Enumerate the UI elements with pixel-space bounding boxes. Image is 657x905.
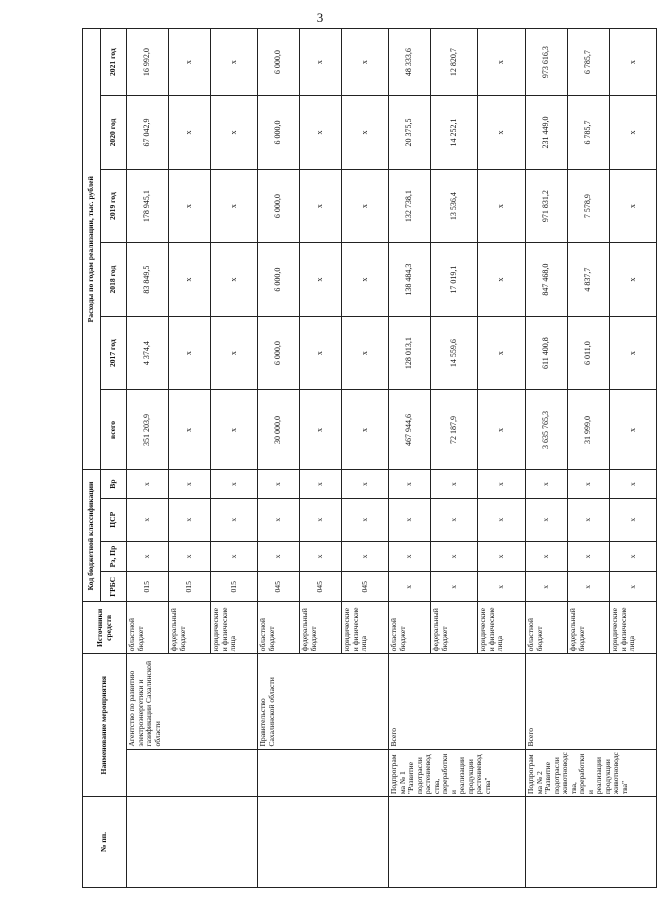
- header-year-2017: 2017 год: [101, 316, 127, 390]
- source-cell: областной бюджет: [127, 602, 169, 654]
- year-value-cell: x: [300, 243, 342, 317]
- year-value-cell: 13 536,4: [431, 169, 478, 243]
- budget-code-cell: x: [526, 470, 568, 498]
- program-title-cell: Подпрограмма № 2 "Развитие подотрасли животноводства, переработки и реализации продукции животноводства": [526, 749, 657, 797]
- budget-code-cell: x: [211, 498, 258, 541]
- year-value-cell: 132 738,1: [389, 169, 431, 243]
- header-code-vr: Вр: [101, 470, 127, 498]
- budget-table: [82, 28, 657, 888]
- budget-code-cell: x: [610, 572, 657, 602]
- year-value-cell: 138 484,3: [389, 243, 431, 317]
- year-value-cell: 12 820,7: [431, 29, 478, 96]
- budget-code-cell: x: [127, 498, 169, 541]
- year-value-cell: x: [211, 96, 258, 170]
- row-num-cell: [127, 797, 258, 888]
- total-value-cell: 467 944,6: [389, 390, 431, 470]
- year-value-cell: 847 468,0: [526, 243, 568, 317]
- budget-code-cell: x: [300, 470, 342, 498]
- budget-code-cell: 015: [169, 572, 211, 602]
- source-cell: федеральный бюджет: [169, 602, 211, 654]
- executor-cell: Правительство Сахалинской области: [258, 654, 389, 749]
- budget-code-cell: x: [526, 572, 568, 602]
- budget-code-cell: x: [610, 470, 657, 498]
- year-value-cell: 6 000,0: [258, 96, 300, 170]
- year-value-cell: 6 011,0: [568, 316, 610, 390]
- header-code-grbs: ГРБС: [101, 572, 127, 602]
- year-value-cell: x: [169, 243, 211, 317]
- budget-code-cell: x: [568, 498, 610, 541]
- year-value-cell: x: [478, 243, 526, 317]
- year-value-cell: x: [342, 316, 389, 390]
- program-title-cell: [127, 749, 258, 797]
- year-value-cell: x: [610, 29, 657, 96]
- year-value-cell: 14 252,1: [431, 96, 478, 170]
- total-value-cell: x: [610, 390, 657, 470]
- year-value-cell: 178 945,1: [127, 169, 169, 243]
- year-value-cell: x: [169, 96, 211, 170]
- budget-code-cell: x: [568, 541, 610, 571]
- year-value-cell: x: [169, 316, 211, 390]
- budget-code-cell: x: [127, 470, 169, 498]
- budget-code-cell: x: [568, 572, 610, 602]
- budget-code-cell: x: [568, 470, 610, 498]
- executor-cell: Агентство по развитию электроэнергетики и газификации Сахалинской области: [127, 654, 258, 749]
- total-value-cell: 3 635 765,3: [526, 390, 568, 470]
- header-code-rzpr: Рз, Пр: [101, 541, 127, 571]
- budget-code-cell: x: [610, 541, 657, 571]
- budget-code-cell: x: [431, 541, 478, 571]
- budget-code-cell: x: [526, 541, 568, 571]
- year-value-cell: x: [300, 96, 342, 170]
- total-value-cell: x: [169, 390, 211, 470]
- year-value-cell: x: [478, 316, 526, 390]
- table-body: [127, 29, 657, 888]
- executor-cell: Всего: [389, 654, 526, 749]
- budget-code-cell: x: [342, 541, 389, 571]
- budget-code-cell: x: [478, 498, 526, 541]
- total-value-cell: x: [478, 390, 526, 470]
- year-value-cell: 4 374,4: [127, 316, 169, 390]
- year-value-cell: x: [211, 29, 258, 96]
- year-value-cell: 20 375,5: [389, 96, 431, 170]
- year-value-cell: 4 837,7: [568, 243, 610, 317]
- header-name: Наименование мероприятия: [83, 654, 127, 797]
- year-value-cell: 67 042,9: [127, 96, 169, 170]
- source-cell: юридические и физические лица: [211, 602, 258, 654]
- year-value-cell: 6 000,0: [258, 316, 300, 390]
- budget-code-cell: 015: [211, 572, 258, 602]
- budget-code-cell: x: [431, 572, 478, 602]
- budget-code-cell: x: [526, 498, 568, 541]
- budget-code-cell: x: [431, 498, 478, 541]
- year-value-cell: 231 449,0: [526, 96, 568, 170]
- year-value-cell: 6 785,7: [568, 29, 610, 96]
- year-value-cell: x: [478, 169, 526, 243]
- year-value-cell: x: [300, 169, 342, 243]
- header-year-total: всего: [101, 390, 127, 470]
- header-year-2020: 2020 год: [101, 96, 127, 170]
- year-value-cell: 6 000,0: [258, 169, 300, 243]
- budget-code-cell: x: [610, 498, 657, 541]
- year-value-cell: x: [610, 169, 657, 243]
- header-year-2021: 2021 год: [101, 29, 127, 96]
- budget-code-cell: x: [342, 498, 389, 541]
- budget-code-cell: x: [169, 541, 211, 571]
- source-cell: юридические и физические лица: [610, 602, 657, 654]
- table-wrapper: [82, 28, 637, 888]
- year-value-cell: 611 400,8: [526, 316, 568, 390]
- source-cell: юридические и физические лица: [342, 602, 389, 654]
- source-cell: федеральный бюджет: [431, 602, 478, 654]
- executor-cell: Всего: [526, 654, 657, 749]
- budget-code-cell: x: [389, 498, 431, 541]
- source-cell: юридические и физические лица: [478, 602, 526, 654]
- year-value-cell: x: [478, 29, 526, 96]
- table-row: [389, 29, 431, 888]
- budget-code-cell: x: [431, 470, 478, 498]
- year-value-cell: 48 333,6: [389, 29, 431, 96]
- year-value-cell: x: [610, 316, 657, 390]
- year-value-cell: 971 831,2: [526, 169, 568, 243]
- budget-code-cell: x: [478, 541, 526, 571]
- year-value-cell: 6 000,0: [258, 29, 300, 96]
- year-value-cell: x: [169, 29, 211, 96]
- budget-code-cell: x: [389, 470, 431, 498]
- year-value-cell: 973 616,3: [526, 29, 568, 96]
- budget-code-cell: x: [127, 541, 169, 571]
- total-value-cell: x: [300, 390, 342, 470]
- table-row: [258, 29, 300, 888]
- budget-code-cell: x: [169, 498, 211, 541]
- header-year-2019: 2019 год: [101, 169, 127, 243]
- program-title-cell: Подпрограмма № 1 "Развитие подотрасли растениеводства, переработки и реализации продукции растениеводства": [389, 749, 526, 797]
- total-value-cell: x: [342, 390, 389, 470]
- budget-code-cell: 015: [127, 572, 169, 602]
- year-value-cell: x: [300, 316, 342, 390]
- budget-code-cell: x: [342, 470, 389, 498]
- total-value-cell: 351 203,9: [127, 390, 169, 470]
- year-value-cell: x: [342, 96, 389, 170]
- year-value-cell: x: [342, 169, 389, 243]
- header-year-2018: 2018 год: [101, 243, 127, 317]
- year-value-cell: 6 000,0: [258, 243, 300, 317]
- total-value-cell: 72 187,9: [431, 390, 478, 470]
- year-value-cell: x: [610, 96, 657, 170]
- header-sources: Источники средств: [83, 602, 127, 654]
- budget-code-cell: x: [478, 470, 526, 498]
- budget-code-cell: x: [258, 498, 300, 541]
- year-value-cell: x: [300, 29, 342, 96]
- row-num-cell: [526, 797, 657, 888]
- source-cell: федеральный бюджет: [300, 602, 342, 654]
- header-row-1: [83, 29, 101, 888]
- budget-code-cell: 045: [342, 572, 389, 602]
- budget-code-cell: x: [300, 541, 342, 571]
- year-value-cell: x: [211, 243, 258, 317]
- total-value-cell: 30 000,0: [258, 390, 300, 470]
- year-value-cell: 7 578,9: [568, 169, 610, 243]
- year-value-cell: 6 785,7: [568, 96, 610, 170]
- budget-code-cell: x: [478, 572, 526, 602]
- budget-code-cell: 045: [258, 572, 300, 602]
- page-number: 3: [316, 10, 324, 25]
- year-value-cell: 14 559,6: [431, 316, 478, 390]
- table-row: [127, 29, 169, 888]
- year-value-cell: 128 013,1: [389, 316, 431, 390]
- budget-code-cell: 045: [300, 572, 342, 602]
- year-value-cell: 17 019,1: [431, 243, 478, 317]
- header-code-csr: ЦСР: [101, 498, 127, 541]
- budget-code-cell: x: [389, 572, 431, 602]
- year-value-cell: x: [610, 243, 657, 317]
- year-value-cell: x: [211, 316, 258, 390]
- table-row: [526, 29, 568, 888]
- year-value-cell: x: [342, 243, 389, 317]
- budget-code-cell: x: [258, 541, 300, 571]
- source-cell: областной бюджет: [389, 602, 431, 654]
- row-num-cell: [389, 797, 526, 888]
- year-value-cell: x: [211, 169, 258, 243]
- source-cell: областной бюджет: [258, 602, 300, 654]
- budget-code-cell: x: [389, 541, 431, 571]
- budget-code-cell: x: [258, 470, 300, 498]
- header-budget-codes: Код бюджетной классификации: [83, 470, 101, 602]
- total-value-cell: 31 999,0: [568, 390, 610, 470]
- budget-code-cell: x: [211, 541, 258, 571]
- budget-code-cell: x: [300, 498, 342, 541]
- year-value-cell: 83 849,5: [127, 243, 169, 317]
- header-expenses: Расходы по годам реализации, тыс. рублей: [83, 29, 101, 470]
- budget-code-cell: x: [211, 470, 258, 498]
- header-num: № пп.: [83, 797, 127, 888]
- year-value-cell: x: [478, 96, 526, 170]
- year-value-cell: x: [169, 169, 211, 243]
- year-value-cell: 16 992,0: [127, 29, 169, 96]
- total-value-cell: x: [211, 390, 258, 470]
- source-cell: федеральный бюджет: [568, 602, 610, 654]
- source-cell: областной бюджет: [526, 602, 568, 654]
- budget-code-cell: x: [169, 470, 211, 498]
- year-value-cell: x: [342, 29, 389, 96]
- program-title-cell: [258, 749, 389, 797]
- rotated-table-container: [82, 28, 637, 888]
- row-num-cell: [258, 797, 389, 888]
